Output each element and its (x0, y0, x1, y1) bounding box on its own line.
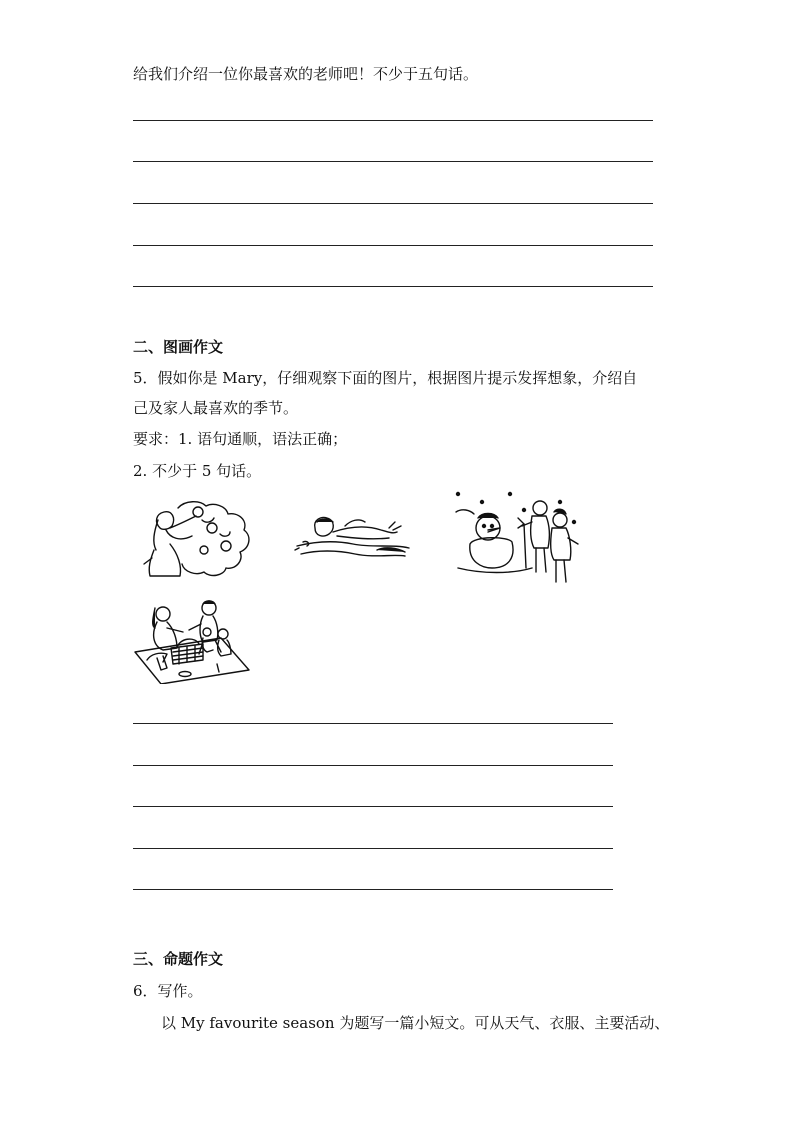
answer-line[interactable] (133, 203, 653, 204)
question-5: 5．假如你是 Mary，仔细观察下面的图片，根据图片提示发挥想象，介绍自 (133, 369, 638, 387)
answer-line[interactable] (133, 286, 653, 287)
swimming-image (293, 510, 413, 570)
writing-prompt: 给我们介绍一位你最喜欢的老师吧！不少于五句话。 (133, 65, 479, 83)
section-heading: 三、命题作文 (133, 950, 224, 968)
answer-line[interactable] (133, 161, 653, 162)
snowman-image (452, 488, 580, 588)
question-5-continued: 己及家人最喜欢的季节。 (133, 399, 299, 417)
requirement-1: 要求：1. 语句通顺，语法正确； (133, 430, 348, 448)
question-6: 6．写作。 (133, 982, 203, 1000)
answer-line[interactable] (133, 723, 613, 724)
picking-apples-image (140, 498, 255, 580)
section-heading: 二、图画作文 (133, 338, 224, 356)
answer-line[interactable] (133, 245, 653, 246)
requirement-2: 2. 不少于 5 句话。 (133, 462, 262, 480)
answer-line[interactable] (133, 765, 613, 766)
answer-line[interactable] (133, 889, 613, 890)
answer-line[interactable] (133, 120, 653, 121)
picnic-image (133, 598, 251, 684)
question-6-instruction: 以 My favourite season 为题写一篇小短文。可从天气、衣服、主要活动、 (161, 1014, 670, 1032)
answer-line[interactable] (133, 806, 613, 807)
answer-line[interactable] (133, 848, 613, 849)
